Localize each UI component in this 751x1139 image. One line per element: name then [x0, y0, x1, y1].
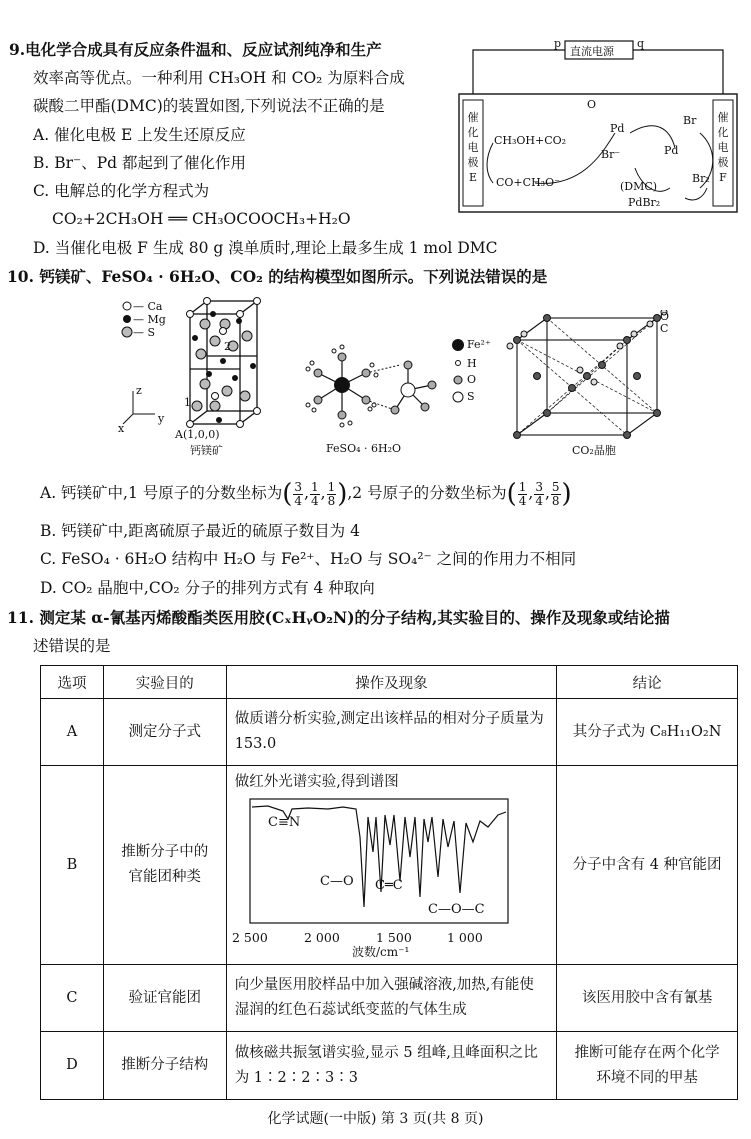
q9-stem-line2: 效率高等优点。一种利用 CH₃OH 和 CO₂ 为原料合成: [33, 69, 405, 87]
mineral-caption: 钙镁矿: [190, 444, 223, 457]
sulfate-s: [401, 383, 415, 397]
row-d-purpose: 推断分子结构: [103, 1032, 226, 1100]
q9-stem-line1: 9.电化学合成具有反应条件温和、反应试剂纯净和生产: [9, 40, 382, 59]
electrode-e-label: 催 化 电 极 E: [467, 111, 479, 184]
ir-co-label: C—O: [320, 874, 354, 889]
row-d-option: D: [41, 1032, 104, 1100]
pd-label-complex: Pd: [610, 122, 625, 135]
atom-label-1: 1: [184, 396, 191, 409]
q10-option-a: A. 钙镁矿中,1 号原子的分数坐标为( $\frac{3}{4}$ , $\frac{1}{4}$ , $\frac{1}{8}$ ),2 号原子的分数坐标为( $\frac{1}{4}$ , $\frac{3}{4}$ , $\frac{5}{8}$ ): [40, 479, 572, 509]
table-row: [41, 699, 738, 766]
header-option: 选项: [41, 666, 104, 699]
power-p-label: p: [554, 37, 562, 50]
atom-label-2: 2: [224, 340, 231, 353]
electrolytic-cell: [459, 94, 737, 212]
ir-xlabel: 波数/cm⁻¹: [352, 945, 410, 959]
co2-cell-caption: CO₂晶胞: [572, 444, 616, 457]
legend-ca: — Ca: [133, 300, 163, 313]
feso4-structure-figure: [300, 335, 490, 440]
q9-option-d: D. 当催化电极 F 生成 80 g 溴单质时,理论上最多生成 1 mol DMC: [33, 239, 498, 257]
legend-fe: Fe²⁺: [467, 338, 491, 351]
legend-h: H: [467, 357, 477, 370]
legend-o: O: [467, 373, 477, 386]
reactants-label: CH₃OH+CO₂: [494, 134, 567, 147]
row-a-option: A: [41, 699, 104, 766]
row-a-purpose: 测定分子式: [103, 699, 226, 766]
point-a-label: A(1,0,0): [175, 428, 220, 441]
row-c-option: C: [41, 965, 104, 1032]
pd-label: Pd: [664, 144, 679, 157]
row-c-purpose: 验证官能团: [103, 965, 226, 1032]
legend-co2-o: O: [660, 310, 670, 323]
ir-tick-1000: 1 000: [447, 930, 483, 945]
q11-stem-line2: 述错误的是: [33, 637, 111, 655]
header-conclusion: 结论: [557, 666, 738, 699]
row-c-conclusion: 该医用胶中含有氰基: [557, 965, 738, 1032]
row-d-conclusion: 推断可能存在两个化学环境不同的甲基: [557, 1032, 738, 1100]
legend-s-fe: S: [467, 390, 475, 403]
electrode-f-label: 催 化 电 极 F: [717, 111, 729, 184]
q11-stem-line1: 11. 测定某 α-氰基丙烯酸酯类医用胶(CₓHᵧO₂N)的分子结构,其实验目的、操作及现象或结论描: [7, 608, 670, 627]
ir-coc-label: C—O—C: [428, 902, 485, 917]
q9-stem-line3: 碳酸二甲酯(DMC)的装置如图,下列说法不正确的是: [33, 97, 385, 115]
header-purpose: 实验目的: [103, 666, 226, 699]
row-b-purpose: 推断分子中的官能团种类: [103, 766, 226, 965]
row-b-operation: 做红外光谱实验,得到谱图: [234, 774, 399, 790]
q9-option-c-equation: CO₂+2CH₃OH ══ CH₃OCOOCH₃+H₂O: [52, 210, 351, 228]
page-footer: 化学试题(一中版) 第 3 页(共 8 页): [267, 1111, 484, 1127]
axis-y-label: y: [158, 412, 165, 425]
pdbr2-label: PdBr₂: [628, 196, 661, 209]
co2-cell-figure: [505, 310, 680, 440]
legend-co2-c: C: [660, 322, 669, 335]
row-a-operation: 做质谱分析实验,测定出该样品的相对分子质量为 153.0: [226, 699, 556, 766]
q9-option-b: B. Br⁻、Pd 都起到了催化作用: [33, 154, 247, 172]
electrolysis-diagram: [455, 38, 740, 216]
dmc-label: (DMC): [620, 180, 658, 193]
row-b-option: B: [41, 766, 104, 965]
ir-tick-2500: 2 500: [232, 930, 268, 945]
q9-option-a: A. 催化电极 E 上发生还原反应: [33, 126, 246, 144]
row-c-operation: 向少量医用胶样品中加入强碱溶液,加热,有能使湿润的红色石蕊试纸变蓝的气体生成: [226, 965, 556, 1032]
br2-label: Br₂: [692, 172, 710, 185]
q10-stem: 10. 钙镁矿、FeSO₄ · 6H₂O、CO₂ 的结构模型如图所示。下列说法错误的是: [7, 267, 548, 286]
ir-cc-label: C═C: [375, 878, 403, 893]
o-label-top: O: [587, 98, 597, 111]
q9-option-c: C. 电解总的化学方程式为: [33, 182, 210, 200]
header-operation: 操作及现象: [226, 666, 556, 699]
ir-tick-1500: 1 500: [376, 930, 412, 945]
legend-s: — S: [133, 326, 156, 339]
row-a-conclusion: 其分子式为 C₈H₁₁O₂N: [557, 699, 738, 766]
row-b-conclusion: 分子中含有 4 种官能团: [557, 766, 738, 965]
legend-mg: — Mg: [133, 313, 166, 326]
q10-option-d: D. CO₂ 晶胞中,CO₂ 分子的排列方式有 4 种取向: [40, 579, 375, 597]
axis-z-label: z: [136, 384, 142, 397]
products-label: CO+CH₃O⁻: [496, 176, 560, 189]
q10-option-b: B. 钙镁矿中,距离硫原子最近的硫原子数目为 4: [40, 522, 360, 540]
table-header-row: [41, 666, 738, 699]
feso4-caption: FeSO₄ · 6H₂O: [326, 442, 402, 455]
fe-ion: [334, 377, 350, 393]
br-label: Br: [683, 114, 697, 127]
table-row: [41, 965, 738, 1032]
row-d-operation: 做核磁共振氢谱实验,显示 5 组峰,且峰面积之比为 1∶2∶2∶3∶3: [226, 1032, 556, 1100]
axis-x-label: x: [118, 422, 125, 435]
ir-cn-label: C≡N: [268, 815, 301, 830]
br-minus-label: Br⁻: [601, 148, 621, 161]
ir-tick-2000: 2 000: [304, 930, 340, 945]
q10-option-c: C. FeSO₄ · 6H₂O 结构中 H₂O 与 Fe²⁺、H₂O 与 SO₄²⁻ 之间的作用力不相同: [40, 550, 577, 568]
power-q-label: q: [637, 37, 645, 50]
table-row: [41, 1032, 738, 1100]
power-supply-label: 直流电源: [570, 45, 614, 58]
